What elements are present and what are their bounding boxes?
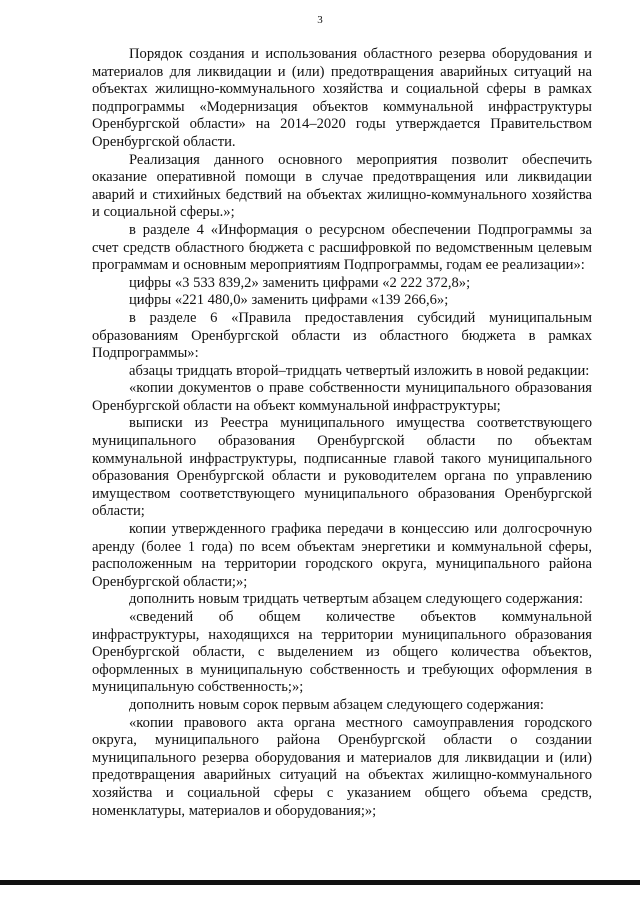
paragraph: копии утвержденного графика передачи в концессию или долгосрочную аренду (более 1 года) по всем объектам энергетики и коммунальной сферы, расположенным на территории городского округа, муниципального района Оренбургской области;»; <box>92 521 592 590</box>
paragraph: выписки из Реестра муниципального имущества соответствующего муниципального образования Оренбургской области по объектам коммунальной инфраструктуры, подписанные главой такого муниципального образования Оренбургской области и руководителем органа по управлению имуществом соответствующего муниципального образования Оренбургской области; <box>92 415 592 520</box>
paragraph: Порядок создания и использования областного резерва оборудования и материалов для ликвидации и (или) предотвращения аварийных ситуаций на объектах жилищно-коммунального хозяйства и социальной сферы в рамках подпрограммы «Модернизация объектов коммунальной инфраструктуры Оренбургской области» на 2014–2020 годы утверждается Правительством Оренбургской области. <box>92 46 592 150</box>
document-body <box>92 46 592 820</box>
paragraph: Реализация данного основного мероприятия позволит обеспечить оказание оперативной помощи в случае предотвращения или ликвидации аварий и стихийных бедствий на объектах жилищно-коммунального хозяйства и социальной сферы.»; <box>92 151 592 221</box>
paragraph: дополнить новым тридцать четвертым абзацем следующего содержания: <box>129 591 584 608</box>
paragraph: «копии документов о праве собственности муниципального образования Оренбургской области на объект коммунальной инфраструктуры; <box>92 380 592 414</box>
paragraph: дополнить новым сорок первым абзацем следующего содержания: <box>129 696 544 713</box>
paragraph: «копии правового акта органа местного самоуправления городского округа, муниципального района Оренбургской области о создании муниципального резерва оборудования и материалов для ликвидации и (или) предотвращения аварийных ситуаций на объектах жилищно-коммунального хозяйства и социальной сферы с указанием общего объема средств, номенклатуры, материалов и оборудования;»; <box>92 714 592 819</box>
paragraph: в разделе 4 «Информация о ресурсном обеспечении Подпрограммы за счет средств областного бюджета с расшифровкой по ведомственным целевым программам и основным мероприятиям Подпрограммы, годам ее реализации»: <box>92 221 592 274</box>
page-number: 3 <box>317 14 323 26</box>
bottom-scan-border <box>0 880 640 885</box>
paragraph: абзацы тридцать второй–тридцать четвертый изложить в новой редакции: <box>129 362 590 379</box>
paragraph: в разделе 6 «Правила предоставления субсидий муниципальным образованиям Оренбургской области из областного бюджета в рамках Подпрограммы»: <box>92 309 592 362</box>
paragraph: цифры «221 480,0» заменить цифрами «139 266,6»; <box>129 292 449 309</box>
paragraph: «сведений об общем количестве объектов коммунальной инфраструктуры, находящихся на территории муниципального образования Оренбургской области, с выделением из общего количества объектов, оформленных в муниципальную собственность и требующих оформления в муниципальную собственность;»; <box>92 609 592 696</box>
paragraph: цифры «3 533 839,2» заменить цифрами «2 222 372,8»; <box>129 274 471 291</box>
